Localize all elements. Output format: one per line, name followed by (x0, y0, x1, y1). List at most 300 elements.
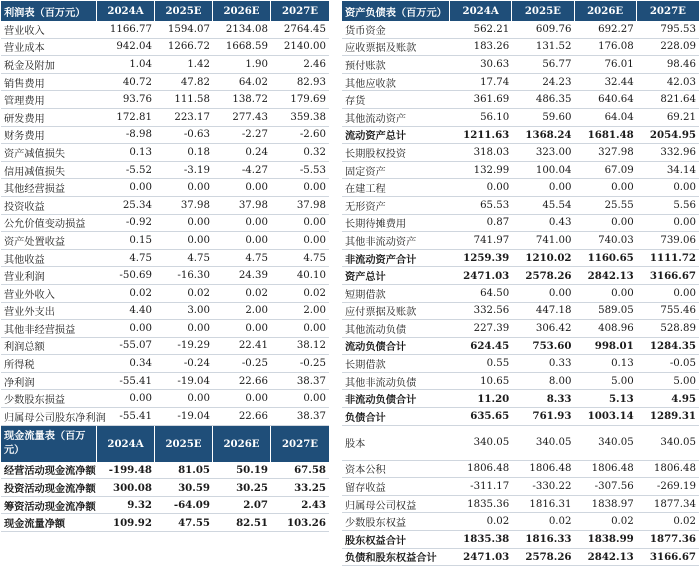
table-row (342, 39, 699, 57)
row-label: 长期借款 (345, 360, 386, 372)
table-row (342, 461, 699, 479)
row-label: 长期待摊费用 (345, 219, 407, 231)
value-cell: 227.39 (473, 322, 510, 334)
value-cell: -269.19 (656, 481, 696, 493)
value-cell: 0.00 (548, 287, 572, 299)
value-cell: 741.97 (473, 234, 510, 246)
income-statement-header (1, 1, 329, 21)
value-cell: -2.27 (241, 129, 268, 141)
value-cell: 4.40 (129, 305, 152, 317)
value-cell: 0.34 (129, 358, 152, 370)
value-cell: 67.09 (604, 164, 634, 176)
value-cell: -0.92 (125, 217, 152, 229)
value-cell: 25.55 (604, 199, 634, 211)
value-cell: -16.30 (177, 270, 210, 282)
value-cell: 138.72 (232, 94, 268, 106)
value-cell: 0.00 (187, 182, 210, 194)
value-cell: 2578.26 (525, 550, 572, 563)
row-label: 经营活动现金流净额 (4, 465, 96, 478)
row-label: 固定资产 (345, 166, 386, 178)
year-header: 2025E (155, 426, 213, 462)
value-cell: 0.13 (129, 146, 152, 158)
table-row (342, 426, 699, 461)
value-cell: 30.59 (178, 481, 210, 494)
row-label: 其他应收款 (345, 78, 396, 90)
value-cell: 1806.48 (591, 463, 634, 475)
value-cell: 0.00 (245, 217, 268, 229)
value-cell: 8.33 (546, 392, 572, 405)
value-cell: 176.08 (598, 41, 634, 53)
value-cell: 1111.72 (649, 252, 696, 265)
value-cell: -330.22 (532, 481, 572, 493)
year-header: 2027E (281, 437, 319, 450)
table-row (1, 355, 329, 373)
value-cell: 38.37 (296, 375, 326, 387)
value-cell: 0.00 (611, 287, 634, 299)
value-cell: 40.10 (296, 270, 326, 282)
value-cell: 692.27 (598, 23, 634, 35)
value-cell: -8.98 (125, 129, 152, 141)
row-label: 财务费用 (4, 131, 45, 143)
value-cell: 408.96 (598, 322, 634, 334)
value-cell: 332.56 (473, 305, 510, 317)
value-cell: 0.00 (187, 234, 210, 246)
value-cell: 306.42 (535, 322, 572, 334)
row-label: 税金及附加 (4, 60, 55, 72)
value-cell: 103.26 (287, 516, 326, 529)
row-label: 非流动负债合计 (345, 394, 417, 407)
value-cell: 65.53 (480, 199, 510, 211)
value-cell: 0.02 (187, 287, 210, 299)
value-cell: 64.04 (604, 111, 634, 123)
value-cell: -3.19 (183, 164, 210, 176)
value-cell: 4.95 (671, 392, 696, 405)
value-cell: 0.33 (548, 358, 572, 370)
year-header: 2026E (213, 426, 271, 462)
table-row (1, 162, 329, 180)
row-label: 现金流量净额 (4, 518, 66, 531)
value-cell: 5.00 (673, 375, 696, 387)
table-row (342, 496, 699, 514)
row-label: 股东权益合计 (345, 534, 407, 547)
value-cell: 0.00 (303, 182, 326, 194)
row-label: 公允价值变动损益 (4, 219, 86, 231)
value-cell: 3166.67 (649, 269, 696, 282)
table-row (342, 144, 699, 162)
value-cell: 1289.31 (649, 410, 696, 423)
row-label: 资产减值损失 (4, 148, 66, 160)
value-cell: 340.05 (660, 437, 696, 449)
table-row (342, 373, 699, 391)
value-cell: 22.41 (238, 340, 268, 352)
value-cell: 361.69 (473, 94, 510, 106)
value-cell: 0.02 (486, 516, 510, 528)
value-cell: 318.03 (473, 146, 510, 158)
table-row (1, 390, 329, 408)
value-cell: 300.08 (113, 481, 152, 494)
value-cell: 32.44 (604, 76, 634, 88)
table-row (1, 127, 329, 145)
value-cell: 2471.03 (463, 269, 510, 282)
value-cell: 179.69 (290, 94, 326, 106)
value-cell: 30.63 (480, 58, 510, 70)
value-cell: 0.00 (303, 322, 326, 334)
value-cell: -311.17 (470, 481, 510, 493)
table-row (1, 144, 329, 162)
value-cell: 0.13 (611, 358, 634, 370)
table-row (1, 232, 329, 250)
table-row (342, 91, 699, 109)
table-row (342, 513, 699, 531)
value-cell: 2842.13 (587, 550, 634, 563)
value-cell: 0.00 (129, 182, 152, 194)
table-row (342, 162, 699, 180)
value-cell: 795.53 (660, 23, 696, 35)
value-cell: 486.35 (535, 94, 572, 106)
row-label: 其他经营损益 (4, 184, 66, 196)
value-cell: 4.75 (187, 252, 210, 264)
value-cell: 24.39 (238, 270, 268, 282)
value-cell: 4.75 (245, 252, 268, 264)
table-row (1, 21, 329, 39)
value-cell: -55.07 (119, 340, 152, 352)
table-row (342, 408, 699, 426)
table-row (1, 197, 329, 215)
value-cell: 0.00 (673, 182, 696, 194)
row-label: 净利润 (4, 377, 35, 389)
value-cell: 183.26 (473, 41, 510, 53)
row-label: 非流动资产合计 (345, 253, 417, 266)
row-label: 股本 (345, 439, 366, 451)
value-cell: 1259.39 (463, 252, 510, 265)
value-cell: 8.00 (548, 375, 572, 387)
value-cell: 228.09 (660, 41, 696, 53)
row-label: 营业成本 (4, 43, 45, 55)
value-cell: -0.05 (669, 358, 696, 370)
value-cell: 0.02 (245, 287, 268, 299)
table-row (342, 531, 699, 549)
table-row (1, 179, 329, 197)
value-cell: 11.20 (477, 392, 510, 405)
year-header: 2027E (649, 5, 686, 17)
row-label: 营业收入 (4, 25, 45, 37)
value-cell: 277.43 (232, 111, 268, 123)
value-cell: -5.53 (299, 164, 326, 176)
table-row (1, 373, 329, 391)
value-cell: 223.17 (174, 111, 210, 123)
right-panel (342, 1, 699, 566)
table-row (1, 56, 329, 74)
balance-sheet-body (342, 21, 699, 566)
value-cell: 0.24 (245, 146, 268, 158)
value-cell: 69.21 (666, 111, 696, 123)
value-cell: 47.55 (178, 516, 210, 529)
table-row (1, 303, 329, 321)
value-cell: 1877.34 (653, 498, 696, 510)
table-row (342, 109, 699, 127)
value-cell: 1838.97 (591, 498, 634, 510)
value-cell: -64.09 (173, 499, 210, 512)
value-cell: 64.50 (480, 287, 510, 299)
value-cell: 609.76 (535, 23, 572, 35)
value-cell: 0.00 (245, 393, 268, 405)
row-label: 其他非流动负债 (345, 377, 417, 389)
value-cell: 327.98 (598, 146, 634, 158)
left-panel (1, 1, 329, 532)
row-label: 负债和股东权益合计 (345, 552, 437, 565)
table-row (1, 497, 329, 515)
value-cell: 33.25 (294, 481, 326, 494)
value-cell: 1166.77 (109, 23, 152, 35)
table-row (342, 338, 699, 356)
table-row (342, 197, 699, 215)
value-cell: 37.98 (296, 199, 326, 211)
value-cell: 1.04 (129, 58, 152, 70)
value-cell: 1284.35 (649, 339, 696, 352)
value-cell: -55.41 (119, 410, 152, 422)
row-label: 其他收益 (4, 254, 45, 266)
value-cell: -0.25 (299, 358, 326, 370)
value-cell: 37.98 (180, 199, 210, 211)
value-cell: 2471.03 (463, 550, 510, 563)
value-cell: 0.00 (187, 393, 210, 405)
value-cell: -19.04 (177, 375, 210, 387)
cashflow-body (1, 462, 329, 532)
row-label: 筹资活动现金流净额 (4, 500, 96, 513)
value-cell: 340.05 (535, 437, 572, 449)
value-cell: 1806.48 (653, 463, 696, 475)
value-cell: 1160.65 (587, 252, 634, 265)
year-header: 2024A (97, 426, 155, 462)
row-label: 应付票据及账款 (345, 307, 417, 319)
value-cell: 0.00 (611, 182, 634, 194)
row-label: 销售费用 (4, 78, 45, 90)
value-cell: 0.00 (673, 287, 696, 299)
value-cell: 2054.95 (649, 128, 696, 141)
value-cell: 30.25 (236, 481, 268, 494)
value-cell: 739.06 (660, 234, 696, 246)
value-cell: -2.60 (299, 129, 326, 141)
row-label: 资产总计 (345, 271, 386, 284)
value-cell: 562.21 (473, 23, 510, 35)
row-label: 信用减值损失 (4, 166, 66, 178)
value-cell: 17.74 (480, 76, 510, 88)
table-row (342, 21, 699, 39)
value-cell: 1835.38 (463, 533, 510, 546)
cashflow-header (1, 426, 329, 462)
value-cell: -19.29 (177, 340, 210, 352)
value-cell: 1.42 (187, 58, 210, 70)
value-cell: 359.38 (290, 111, 326, 123)
year-header: 2026E (213, 1, 271, 21)
value-cell: 4.75 (129, 252, 152, 264)
value-cell: 0.02 (548, 516, 572, 528)
value-cell: 132.99 (473, 164, 510, 176)
row-label: 投资收益 (4, 201, 45, 213)
value-cell: 0.00 (548, 182, 572, 194)
value-cell: 741.00 (535, 234, 572, 246)
value-cell: 340.05 (598, 437, 634, 449)
value-cell: 98.46 (666, 58, 696, 70)
table-row (342, 285, 699, 303)
value-cell: 67.58 (294, 463, 326, 476)
row-label: 货币资金 (345, 25, 386, 37)
value-cell: 942.04 (116, 41, 152, 53)
value-cell: 0.00 (245, 234, 268, 246)
value-cell: 0.00 (303, 393, 326, 405)
row-label: 投资活动现金流净额 (4, 483, 96, 496)
value-cell: 22.66 (238, 410, 268, 422)
row-label: 所得税 (4, 360, 35, 372)
value-cell: 0.00 (303, 234, 326, 246)
table-row (342, 478, 699, 496)
year-header: 2024A (450, 1, 512, 21)
row-label: 其他非流动资产 (345, 236, 417, 248)
value-cell: 38.37 (296, 410, 326, 422)
row-label: 其他流动资产 (345, 113, 407, 125)
value-cell: 1594.07 (167, 23, 210, 35)
value-cell: 0.15 (129, 234, 152, 246)
row-label: 利润总额 (4, 342, 45, 354)
table-row (1, 215, 329, 233)
table-row (1, 408, 329, 426)
table-row (1, 320, 329, 338)
table-row (1, 479, 329, 497)
row-label: 管理费用 (4, 96, 45, 108)
cashflow-title: 现金流量表（百万元） (1, 426, 97, 462)
value-cell: -50.69 (119, 270, 152, 282)
table-row (342, 179, 699, 197)
value-cell: 447.18 (535, 305, 572, 317)
value-cell: 111.58 (174, 94, 210, 106)
balance-sheet-header (342, 1, 699, 21)
value-cell: 0.00 (673, 217, 696, 229)
value-cell: 37.98 (238, 199, 268, 211)
value-cell: 1838.99 (587, 533, 634, 546)
value-cell: 821.64 (660, 94, 696, 106)
value-cell: 740.03 (598, 234, 634, 246)
value-cell: 528.89 (660, 322, 696, 334)
table-row (1, 91, 329, 109)
value-cell: 93.76 (122, 94, 152, 106)
value-cell: 2764.45 (283, 23, 326, 35)
value-cell: -0.63 (183, 129, 210, 141)
value-cell: 1806.48 (467, 463, 510, 475)
table-row (1, 285, 329, 303)
value-cell: 2578.26 (525, 269, 572, 282)
row-label: 归属母公司股东净利润 (4, 412, 106, 424)
value-cell: 340.05 (473, 437, 510, 449)
value-cell: -199.48 (108, 463, 152, 476)
value-cell: -55.41 (119, 375, 152, 387)
value-cell: 1816.31 (529, 498, 572, 510)
row-label: 研发费用 (4, 113, 45, 125)
value-cell: 0.00 (486, 182, 510, 194)
value-cell: 109.92 (113, 516, 152, 529)
row-label: 其他流动负债 (345, 324, 407, 336)
value-cell: 2140.00 (283, 41, 326, 53)
row-label: 无形资产 (345, 201, 386, 213)
value-cell: 640.64 (598, 94, 634, 106)
row-label: 少数股东权益 (345, 518, 407, 530)
row-label: 其他非经营损益 (4, 324, 76, 336)
year-header: 2027E (281, 5, 319, 17)
table-row (342, 320, 699, 338)
value-cell: 22.66 (238, 375, 268, 387)
value-cell: 2.00 (303, 305, 326, 317)
value-cell: 0.00 (187, 322, 210, 334)
value-cell: 0.02 (129, 287, 152, 299)
value-cell: 1368.24 (525, 128, 572, 141)
value-cell: 5.13 (608, 392, 634, 405)
row-label: 营业外收入 (4, 289, 55, 301)
value-cell: 761.93 (532, 410, 572, 423)
value-cell: 0.02 (611, 516, 634, 528)
row-label: 在建工程 (345, 184, 386, 196)
value-cell: 10.65 (480, 375, 510, 387)
table-row (1, 74, 329, 92)
value-cell: 40.72 (122, 76, 152, 88)
table-row (342, 390, 699, 408)
value-cell: 25.34 (122, 199, 152, 211)
income-statement-body (1, 21, 329, 426)
value-cell: 3.00 (187, 305, 210, 317)
row-label: 归属母公司权益 (345, 500, 417, 512)
value-cell: 81.05 (178, 463, 210, 476)
value-cell: 1816.33 (525, 533, 572, 546)
value-cell: 589.05 (598, 305, 634, 317)
table-row (342, 127, 699, 145)
table-row (342, 74, 699, 92)
row-label: 长期股权投资 (345, 148, 407, 160)
value-cell: -0.25 (241, 358, 268, 370)
value-cell: 1806.48 (529, 463, 572, 475)
year-header: 2026E (575, 1, 637, 21)
row-label: 少数股东损益 (4, 395, 66, 407)
row-label: 负债合计 (345, 411, 386, 424)
row-label: 资本公积 (345, 465, 386, 477)
table-row (1, 267, 329, 285)
value-cell: 24.23 (542, 76, 572, 88)
row-label: 应收票据及账款 (345, 43, 417, 55)
row-label: 存货 (345, 96, 366, 108)
value-cell: -307.56 (594, 481, 634, 493)
value-cell: 4.75 (303, 252, 326, 264)
value-cell: 755.46 (660, 305, 696, 317)
value-cell: 0.00 (245, 182, 268, 194)
value-cell: 45.54 (542, 199, 572, 211)
row-label: 预付账款 (345, 60, 386, 72)
value-cell: 635.65 (470, 410, 510, 423)
value-cell: 1210.02 (525, 252, 572, 265)
value-cell: 2.46 (303, 58, 326, 70)
value-cell: 100.04 (535, 164, 572, 176)
value-cell: 332.96 (660, 146, 696, 158)
value-cell: 38.12 (296, 340, 326, 352)
value-cell: -19.04 (177, 410, 210, 422)
value-cell: 0.00 (129, 393, 152, 405)
value-cell: 2.43 (301, 499, 326, 512)
value-cell: 0.43 (548, 217, 572, 229)
income-statement-title: 利润表（百万元） (1, 1, 97, 21)
year-header: 2024A (97, 1, 155, 21)
table-row (1, 514, 329, 532)
value-cell: 0.02 (673, 516, 696, 528)
value-cell: 2842.13 (587, 269, 634, 282)
year-header: 2025E (512, 1, 574, 21)
value-cell: 64.02 (238, 76, 268, 88)
value-cell: 82.51 (236, 516, 268, 529)
